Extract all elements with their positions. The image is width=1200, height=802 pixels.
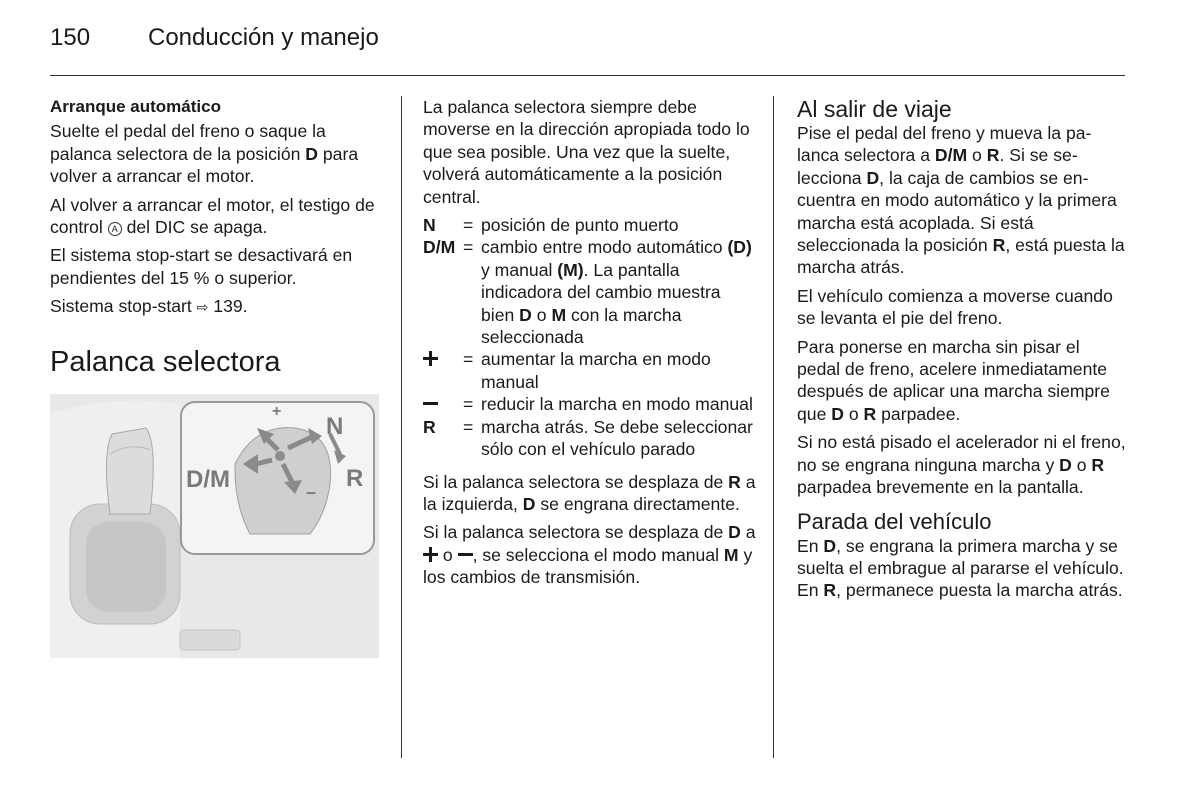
paragraph: Pise el pedal del freno y mueva la palanca selectora a D/M o R. Si se selecciona D, la caja de cambios se encuentra en modo automático y la primera marcha está acoplada. Si está seleccionada la posición R, está puesta la marcha atrás. (797, 123, 1125, 278)
subheading-arranque: Arranque automático (50, 97, 221, 116)
legend-key-n: N (423, 215, 436, 236)
figure-label-dm: D/M (186, 466, 230, 493)
legend-key-minus (423, 393, 463, 415)
heading-palanca-selectora: Palanca selectora (50, 345, 281, 378)
paragraph: Suelte el pedal del freno o saque la palanca selectora de la posición D para volver a arrancar el motor. (50, 121, 359, 187)
minus-icon (458, 547, 473, 562)
legend-text: posición de punto muerto (481, 215, 679, 236)
legend-key-plus (423, 348, 463, 393)
paragraph: El sistema stop-start se desactivará en pendientes del 15 % o superior. (50, 245, 353, 288)
column-divider (773, 96, 774, 758)
middle-column (423, 96, 758, 595)
figure-label-minus: – (306, 482, 317, 502)
header-rule (50, 75, 1125, 76)
legend-text: marcha atrás. Se debe seleccionar sólo con el vehículo parado (481, 416, 753, 460)
page-reference-arrow-icon: ⇨ (196, 299, 209, 316)
legend-text: aumentar la marcha en modo manual (481, 349, 711, 392)
gear-lever-illustration (50, 394, 379, 658)
plus-icon (423, 547, 438, 562)
column-divider (401, 96, 402, 758)
legend-text: reducir la marcha en modo manual (481, 394, 753, 415)
figure-label-r: R (346, 465, 364, 492)
legend-text: cambio entre modo automático (D) y manual (M). La pantalla indicadora del cambio muestra bien D o M con la marcha seleccionada (481, 237, 752, 348)
section-title: Conducción y manejo (148, 24, 379, 51)
paragraph: Si la palanca selectora se desplaza de R a la izquierda, D se engrana directamente. (423, 471, 756, 514)
paragraph: Si no está pisado el acelerador ni el freno, no se engrana ninguna marcha y D o R parpadea brevemente en la pantalla. (797, 432, 1126, 498)
page-header (50, 24, 379, 52)
legend-key-dm: D/M (423, 237, 456, 258)
paragraph: El vehículo comienza a moverse cuando se levanta el pie del freno. (797, 285, 1113, 329)
control-indicator-icon: A (108, 222, 122, 236)
paragraph: Al volver a arrancar el motor, el testigo de control A del DIC se apaga. (50, 194, 375, 238)
paragraph: La palanca selectora siempre debe moverse en la dirección apropiada todo lo que sea posible. Una vez que la suelte, volverá automáticamente a la posición central. (423, 97, 750, 207)
legend-key-r: R (423, 416, 436, 437)
heading-parada-del-vehiculo: Parada del vehículo (797, 508, 992, 534)
paragraph: Si la palanca selectora se desplaza de D a o , se selecciona el modo manual M y los cambios de transmisión. (423, 522, 756, 588)
heading-al-salir-de-viaje: Al salir de viaje (797, 96, 952, 122)
figure-label-plus: + (272, 403, 282, 420)
paragraph: Para ponerse en marcha sin pisar el pedal de freno, acelere inmediatamente después de aplicar una marcha siempre que D o R parpadee. (797, 336, 1110, 424)
right-column (797, 96, 1127, 608)
left-column (50, 96, 380, 391)
figure-label-n: N (326, 413, 344, 440)
plus-icon (423, 351, 438, 366)
minus-icon (423, 396, 438, 411)
paragraph: Sistema stop-start ⇨ 139. (50, 295, 380, 318)
paragraph: En D, se engrana la primera marcha y se suelta el embrague al pararse el vehículo. En R, permanece puesta la marcha atrás. (797, 535, 1124, 601)
position-legend: N = posición de punto muerto D/M = cambio entre modo automático (D) y manual (M). La pantalla indicadora del cambio muestra bien D o M con la marcha seleccionada = aumentar la marcha en modo manual = reducir la marcha en modo manual R = marcha atrás. Se debe seleccionar sólo con el vehículo parado (423, 214, 758, 460)
page-number: 150 (50, 24, 91, 51)
